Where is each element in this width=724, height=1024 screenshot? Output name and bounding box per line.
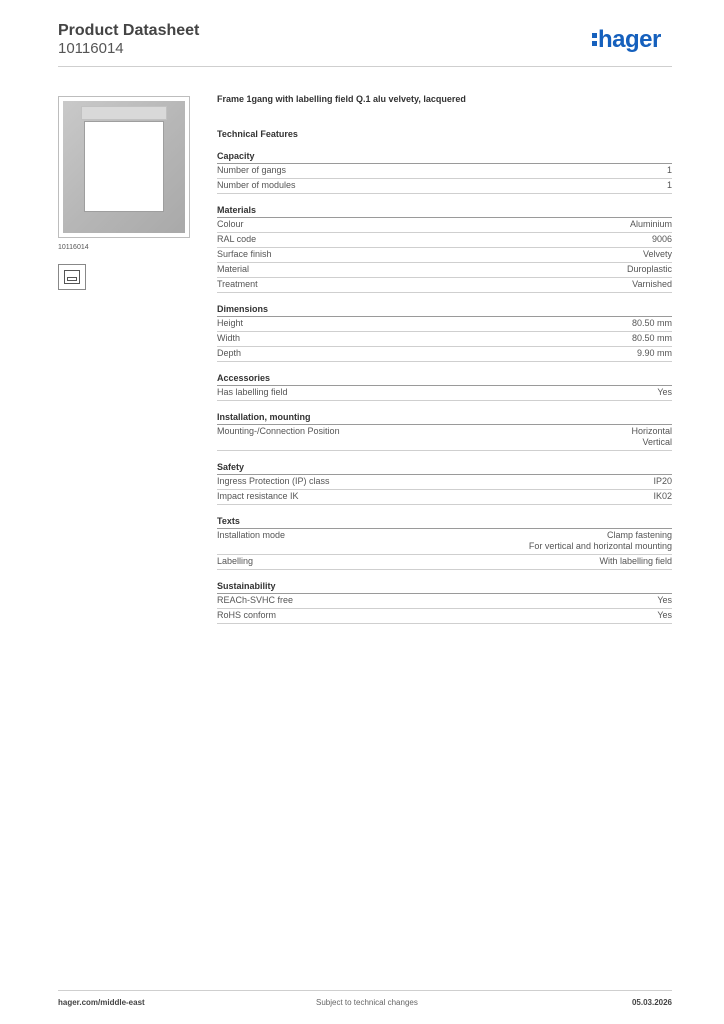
section-title: Materials [217,204,672,218]
spec-value-line: Duroplastic [626,264,672,274]
spec-label: Treatment [217,279,258,289]
spec-value [627,264,672,275]
frame-labelling-field [81,106,167,120]
spec-value-line: IK02 [653,491,672,501]
spec-row [217,386,672,401]
header-divider [58,66,672,67]
spec-value [631,426,672,448]
spec-value-line: 80.50 mm [631,318,672,328]
spec-value-line: Clamp fastening [606,530,672,540]
spec-value-line: Yes [657,610,672,620]
spec-row [217,425,672,451]
spec-section [217,204,672,293]
spec-label: Installation mode [217,530,286,540]
spec-label: RoHS conform [217,610,277,620]
spec-value-line: 9.90 mm [636,348,672,358]
spec-label: Mounting-/Connection Position [217,426,340,436]
hager-logo [592,26,661,54]
spec-row [217,475,672,490]
spec-value [652,234,672,245]
spec-value-line: 1 [666,165,672,175]
spec-row [217,248,672,263]
spec-label: Colour [217,219,244,229]
spec-value-line: 1 [666,180,672,190]
spec-value [667,180,672,191]
spec-value [657,595,672,606]
spec-value [643,249,672,260]
spec-row [217,529,672,555]
spec-value-line: With labelling field [599,556,672,566]
spec-value-line: Velvety [642,249,672,259]
spec-row [217,490,672,505]
spec-label: Depth [217,348,242,358]
spec-row [217,233,672,248]
spec-value-line: Aluminium [629,219,672,229]
spec-label: Width [217,333,241,343]
spec-row [217,347,672,362]
spec-label: Material [217,264,250,274]
spec-label: Impact resistance IK [217,491,299,501]
spec-row [217,164,672,179]
section-title: Dimensions [217,303,672,317]
spec-row [217,179,672,194]
page-title: Product Datasheet [58,22,200,39]
footer-notice: Subject to technical changes [316,998,418,1007]
product-image [58,96,190,238]
spec-section [217,461,672,505]
spec-row [217,218,672,233]
specifications [217,94,672,634]
spec-row [217,278,672,293]
footer-divider [58,990,672,991]
spec-value [653,491,672,502]
spec-sections [217,150,672,624]
spec-section [217,372,672,401]
spec-value-line: 9006 [651,234,672,244]
frame-symbol-icon [58,264,86,290]
spec-label: Has labelling field [217,387,288,397]
spec-label: RAL code [217,234,257,244]
frame-body [63,101,185,233]
spec-value-line: Varnished [632,279,672,289]
spec-row [217,594,672,609]
spec-value [657,610,672,621]
spec-value [632,279,672,290]
product-name: Frame 1gang with labelling field Q.1 alu velvety, lacquered [217,94,466,104]
spec-section [217,150,672,194]
spec-row [217,609,672,624]
spec-section [217,580,672,624]
spec-label: Ingress Protection (IP) class [217,476,330,486]
product-code: 10116014 [58,40,124,57]
section-title: Texts [217,515,672,529]
section-title: Sustainability [217,580,672,594]
spec-label: Number of modules [217,180,296,190]
footer-date: 05.03.2026 [631,998,672,1007]
spec-value [637,348,672,359]
section-title: Installation, mounting [217,411,672,425]
spec-value [632,318,672,329]
spec-value-line: 80.50 mm [631,333,672,343]
spec-label: Surface finish [217,249,272,259]
image-caption: 10116014 [58,244,89,251]
spec-value-line: Yes [657,595,672,605]
spec-value [529,530,672,552]
spec-section [217,515,672,570]
spec-value [653,476,672,487]
spec-row [217,332,672,347]
spec-row [217,263,672,278]
spec-section [217,411,672,451]
frame-opening [84,121,164,212]
spec-value [667,165,672,176]
footer-website: hager.com/middle-east [58,998,145,1007]
spec-value-line: Horizontal [631,426,672,436]
spec-value-line: For vertical and horizontal mounting [528,541,672,551]
section-title: Capacity [217,150,672,164]
spec-row [217,555,672,570]
spec-value-line: Vertical [642,437,672,447]
spec-value [630,219,672,230]
section-title: Accessories [217,372,672,386]
section-title: Safety [217,461,672,475]
spec-row [217,317,672,332]
spec-value-line: IP20 [653,476,672,486]
spec-value-line: Yes [657,387,672,397]
spec-section [217,303,672,362]
spec-label: REACh-SVHC free [217,595,294,605]
spec-value [657,387,672,398]
technical-features-heading: Technical Features [217,129,298,139]
spec-label: Height [217,318,244,328]
logo-text: hager [598,26,661,53]
spec-value [632,333,672,344]
spec-label: Labelling [217,556,254,566]
spec-label: Number of gangs [217,165,287,175]
spec-value [599,556,672,567]
